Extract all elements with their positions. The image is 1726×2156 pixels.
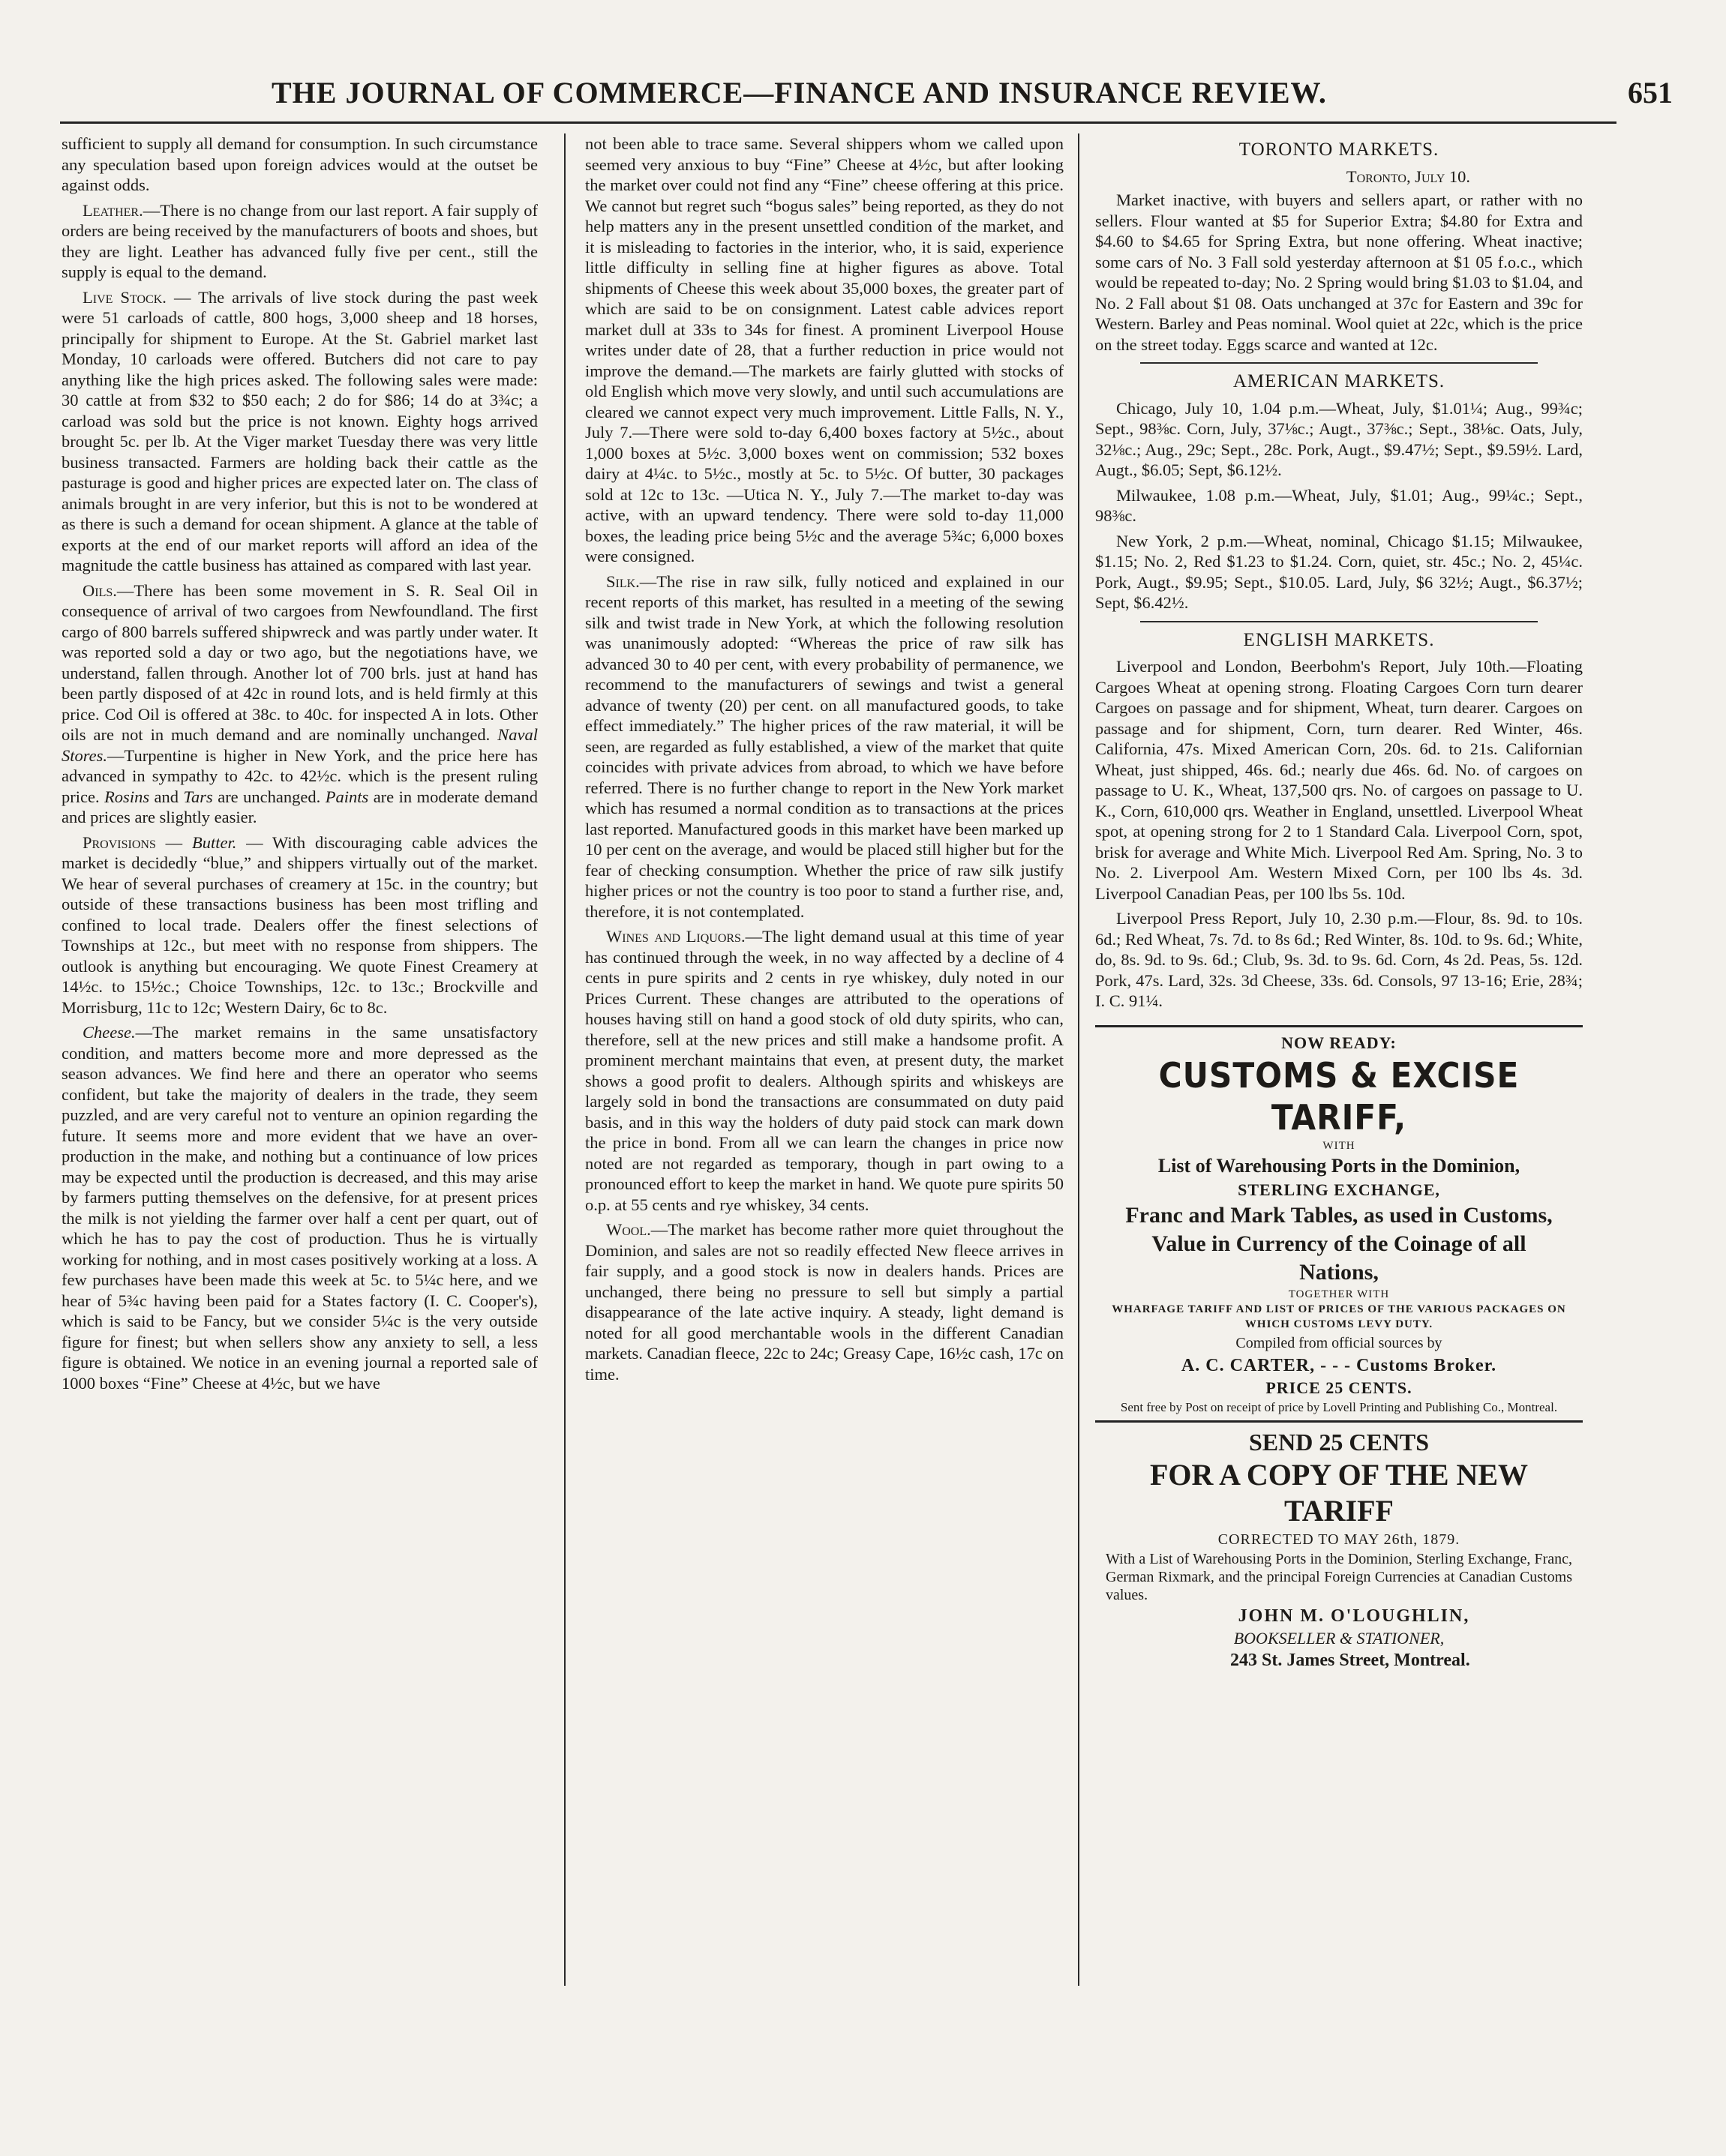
paints-text: are in moderate demand and prices are slightly easier. xyxy=(62,787,538,826)
journal-title: THE JOURNAL OF COMMERCE—FINANCE AND INSURANCE REVIEW. xyxy=(272,76,1327,109)
ad2-with-list: With a List of Warehousing Ports in the Dominion, Sterling Exchange, Franc, German Rixmark, and the principal Foreign Currencies at Canadian Customs values. xyxy=(1106,1550,1572,1603)
oils-text: —There has been some movement in S. R. Seal Oil in consequence of arrival of two cargoes from Newfoundland. The first cargo of 800 barrels suffered shipwreck and was partly under water. It was reported sold a day or two ago, but the negotiations have, we understand, fallen through. Another lot of 700 brls. just at hand has been partly disposed of at 42c in round lots, and is held firmly at this price. Cod Oil is offered at 38c. to 40c. for inspected A in lots. Other oils are not in much demand and are nominally unchanged. xyxy=(62,580,538,744)
cheese-heading: Cheese. xyxy=(83,1023,136,1042)
english-markets-heading: ENGLISH MARKETS. xyxy=(1243,629,1435,650)
section-rule xyxy=(1140,621,1538,622)
ad-compiled: Compiled from official sources by xyxy=(1235,1334,1442,1351)
ad-together-with: TOGETHER WITH xyxy=(1288,1288,1390,1300)
wines-paragraph xyxy=(585,926,1064,1215)
ad2-copy-line: FOR A COPY OF THE NEW TARIFF xyxy=(1149,1457,1529,1528)
butter-heading: Butter. xyxy=(191,832,237,852)
silk-paragraph xyxy=(585,571,1064,922)
customs-tariff-advertisement xyxy=(1095,1025,1583,1423)
tars-heading: Tars xyxy=(183,787,213,806)
ad2-send-line: SEND 25 CENTS xyxy=(1248,1428,1430,1456)
cheese-continued-paragraph: not been able to trace same. Several shippers whom we called upon seemed very anxious to buy “Fine” Cheese at 4½c, but after looking the market over could not find any “Fine” cheese offering at this price. We cannot but regret such “bogus sales” being reported, as they do not help matters any in the present unsettled condition of the market, and it is misleading to factories in the interior, who, it is said, experience little difficulty in selling fine at higher figures as above. Total shipments of Cheese this week about 35,000 boxes, the greater part of which are said to be on consignment. Latest cable advices report market dull at 33s to 34s for finest. A prominent Liverpool House writes under date of 28, that a further reduction in price would not improve the demand.—The markets are fairly glutted with stocks of old English which move very slowly, and until such accumulations are cleared we cannot expect very much improvement. Little Falls, N. Y., July 7.—There were sold to-day 6,400 boxes factory at 5½c., about 1,000 boxes at 5½c. 3,000 boxes went on commission; 532 boxes dairy at 4¼c. to 5½c., mostly at 5c. to 5½c. Of butter, 30 packages sold at 12c to 13c. —Utica N. Y., July 7.—The market to-day was active, with an upward tendency. There were sold to-day 11,000 boxes, the leading price being 5½c and the average 5¾c; 6,000 boxes were consigned. xyxy=(585,134,1064,565)
oils-heading: Oils. xyxy=(83,580,117,600)
continued-paragraph: sufficient to supply all demand for consumption. In such circumstance any speculation based upon foreign advices would at the outset be against odds. xyxy=(62,134,538,194)
wines-text: —The light demand usual at this time of year has continued through the week, in no way affected by a decline of 4 cents in pure spirits and 2 cents in rye whiskey, duly noted in our Prices Current. These changes are attributed to the operations of houses having still on hand a good stock of old duty spirits, who can, therefore, sell at the new prices and still make a handsome profit. A prominent merchant maintains that even, at present duty, the market shows a good profit to dealers. Although spirits and whiskeys are largely sold in bond the transactions are consummated on duty paid basis, and in this way the holders of duty paid stock can mark down the price in bond. From all we can learn the changes in price now noted are not regarded as temporary, though in part owing to a pronounced effort to keep the market in hand. We quote pure spirits 50 o.p. at 55 cents and rye whiskey, 34 cents. xyxy=(585,927,1064,1214)
live-stock-heading: Live Stock. xyxy=(83,287,167,307)
american-markets-heading: AMERICAN MARKETS. xyxy=(1232,371,1445,391)
toronto-markets-text: Market inactive, with buyers and sellers apart, or rather with no sellers. Flour wanted at $5 for Superior Extra; $4.80 for Extra and $4.60 to $4.65 for Spring Extra, but none offering. Wheat inactive; some cars of No. 3 Fall sold yesterday afternoon at $1 05 f.o.c., which would be repeated to-day; No. 2 Spring would bring $1.03 to $1.04, and No. 2 Fall about $1 08. Oats unchanged at 37c for Eastern and 39c for Western. Barley and Peas nominal. Wool quiet at 22c, which is the price on the street today. Eggs scarce and wanted at 12c. xyxy=(1095,190,1583,354)
silk-heading: Silk. xyxy=(606,571,640,591)
live-stock-text: — The arrivals of live stock during the past week were 51 carloads of cattle, 800 hogs, 3,000 sheep and 18 horses, principally for shipment to Europe. At the St. Gabriel market last Monday, 10 carloads were offered. Butchers did not care to pay anything like the high prices asked. The following sales were made: 30 cattle at from $32 to $50 each; 2 do for $86; 14 do at 3¾c; a carload was sold but the price is not known. Eighty hogs arrived brought 5c. per lb. At the Viger market Tuesday there was very little business transacted. Farmers are holding back their cattle as the pasturage is good and higher prices are expected later on. The class of animals brought in are very inferior, but this is not to be wondered at as there is such a demand for ocean shipment. A glance at the table of exports at the end of our market reports will afford an idea of the magnitude the cattle business has attained as compared with last year. xyxy=(62,287,538,574)
cheese-text: —The market remains in the same unsatisfactory condition, and matters become more and more depressed as the season advances. We find here and there an operator who seems confident, but take the majority of dealers in the trade, they seem puzzled, and are very careful not to venture an opinion regarding the future. It seems more and more evident that we have an over-production in the make, and nothing but a continuance of low prices may be expected until the production is decreased, and this may arise by farmers putting themselves on the defensive, for at present prices the milk is not yielding the farmer over half a cent per quart, out of which he has to pay the cost of production. Thus he is virtually working for nothing, and in most cases positively working at a loss. A few purchases have been made this week at 5c. to 5¼c here, and we hear of 5¾c having been paid for a States factory (I. C. Cooper's), which is said to be Fancy, but we consider 5¼c is the very outside figure for finest; but when sellers show any anxiety to sell, a less figure is obtained. We notice in an evening journal a reported sale of 1000 boxes “Fine” Cheese at 4½c, but we have xyxy=(62,1023,538,1393)
leather-text: —There is no change from our last report. A fair supply of orders are being received by the manufacturers of boots and shoes, but they are light. Leather has advanced fully five per cent., still the supply is equal to the demand. xyxy=(62,200,538,281)
section-rule xyxy=(1140,362,1538,364)
wines-heading: Wines and Liquors. xyxy=(606,927,746,946)
ad2-address: 243 St. James Street, Montreal. xyxy=(1230,1650,1470,1670)
butter-text: — With discouraging cable advices the market is decidedly “blue,” and shippers virtually out of the market. We hear of several purchases of creamery at 15c. in the country; but outside of these transactions business has been most trifling and confined to local trade. Dealers offer the finest selections of Townships at 12c., but meet with no response from shippers. The outlook is anything but encouraging. We quote Finest Creamery at 14½c. to 15½c.; Choice Townships, 12c. to 13c.; Brockville and Morrisburg, 11c to 12c; Western Dairy, 6c to 8c. xyxy=(62,832,538,1017)
provisions-heading: Provisions xyxy=(83,832,156,852)
ad-sterling-exchange: STERLING EXCHANGE, xyxy=(1238,1180,1440,1199)
ad2-occupation: BOOKSELLER & STATIONER, xyxy=(1233,1628,1445,1648)
now-ready-label: NOW READY: xyxy=(1281,1033,1397,1052)
silk-text: —The rise in raw silk, fully noticed and explained in our recent reports of this market, has resulted in a meeting of the sewing silk and twist trade in New York, at which the following resolution was unanimously adopted: “Whereas the price of raw silk has advanced 30 to 40 per cent, with every probability of permanence, we recommend to the manufacturers of sewings and twist a general advance of twenty (20) per cent. on all manufactured goods, to take effect immediately.” The higher prices of the raw material, it will be seen, are regarded as fully established, a view of the market that quite coincides with private advices from abroad, to which we have before referred. There is no further change to report in the New York market which has resumed a normal condition as to transactions at the prices last reported. Manufactured goods in this market have been marked up 10 per cent on the average, and would be placed still higher but for the fear of checking consumption. Whether the price of raw silk justify higher prices or not the country is too poor to stand a further rise, and, therefore, it is not contemplated. xyxy=(585,571,1064,921)
ad2-corrected-line: CORRECTED TO MAY 26th, 1879. xyxy=(1217,1531,1460,1548)
page-header xyxy=(60,73,1688,118)
naval-stores-heading: Naval Stores. xyxy=(62,725,538,765)
column-divider-1 xyxy=(564,133,566,1986)
beerbohm-report: Liverpool and London, Beerbohm's Report, July 10th.—Floating Cargoes Wheat at opening strong. Floating Cargoes Corn turn dearer Cargoes on passage and for shipment, Wheat, turn dearer. Cargoes on passage and for shipment, Corn, turn dearer. Red Winter, 46s. California, 47s. Mixed American Corn, 20s. 6d. to 21s. Californian Wheat, just shipped, 46s. 6d.; nearly due 46s. 6d. No. of cargoes on passage to U. K., Wheat, 137,500 qrs. No. of cargoes on passage to U. K., Corn, 610,000 qrs. Weather in England, unsettled. Liverpool Wheat spot, at opening strong for 2 to 1 Standard Cala. Liverpool Corn, spot, brisk for average and White Mich. Liverpool Red Am. Spring, No. 3 to No. 2. Liverpool Am. Western Mixed Corn, per 100 lbs 4s. 3d. Liverpool Canadian Peas, per 100 lbs 5s. 10d. xyxy=(1095,657,1583,903)
wool-text: —The market has become rather more quiet throughout the Dominion, and sales are not so readily effected New fleece arrives in fair supply, and a good stock is now in dealers hands. Prices are unchanged, there being no pressure to sell but simply a partial disappearance of the late active inquiry. A steady, light demand is noted for all good merchantable wools in the different Canadian markets. Canadian fleece, 22c to 24c; Greasy Cape, 16½c cash, 17c on time. xyxy=(585,1220,1064,1384)
provisions-paragraph: Provisions — Butter. — With discouraging cable advices the market is decidedly “blue,” and shippers virtually out of the market. We hear of several purchases of creamery at 15c. in the country; but outside of these transactions business has been most trifling and confined to local trade. Dealers offer the finest selections of Townships at 12c., but meet with no response from shippers. The outlook is anything but encouraging. We quote Finest Creamery at 14½c. to 15½c.; Choice Townships, 12c. to 13c.; Brockville and Morrisburg, 11c to 12c; Western Dairy, 6c to 8c. xyxy=(62,832,538,1017)
ad-title: CUSTOMS & EXCISE TARIFF, xyxy=(1158,1054,1520,1138)
rosins-text: and xyxy=(149,787,179,806)
column-2 xyxy=(585,133,1064,2008)
ad2-name: JOHN M. O'LOUGHLIN, xyxy=(1238,1606,1470,1626)
wool-heading: Wool. xyxy=(606,1220,651,1239)
toronto-markets-heading: TORONTO MARKETS. xyxy=(1238,139,1439,160)
chicago-report: Chicago, July 10, 1.04 p.m.—Wheat, July, $1.01¼; Aug., 99¾c; Sept., 98⅜c. Corn, July, 37⅛c.; Augt., 37⅜c.; Sept., 38⅛c. Oats, July, 32⅛c.; Aug., 29c; Sept., 28c. Pork, Augt., $9.47½; Sept., $9.59½. Lard, Augt., $6.05; Sept, $6.12½. xyxy=(1095,398,1583,479)
naval-stores-text: —Turpentine is higher in New York, and the price here has advanced in sympathy to 42c. to 42½c. which is the present ruling price. xyxy=(62,745,538,806)
oils-paragraph xyxy=(62,580,538,828)
tars-text: are unchanged. xyxy=(212,787,321,806)
toronto-dateline: Toronto, July 10. xyxy=(1346,166,1470,186)
leather-paragraph xyxy=(62,200,538,283)
ad-warehousing-line: List of Warehousing Ports in the Dominion, xyxy=(1157,1154,1520,1177)
ad-price: PRICE 25 CENTS. xyxy=(1265,1378,1412,1397)
ad-wharfage-line: WHARFAGE TARIFF AND LIST OF PRICES OF THE VARIOUS PACKAGES ON WHICH CUSTOMS LEVY DUTY. xyxy=(1112,1303,1566,1330)
column-1 xyxy=(62,133,538,2008)
leather-heading: Leather. xyxy=(83,200,143,220)
live-stock-paragraph xyxy=(62,287,538,576)
ad-with: WITH xyxy=(1322,1139,1355,1152)
rosins-heading: Rosins xyxy=(104,787,150,806)
liverpool-press-report: Liverpool Press Report, July 10, 2.30 p.m.—Flour, 8s. 9d. to 10s. 6d.; Red Wheat, 7s. 7d. to 8s 6d.; Red Winter, 8s. 10d. to 9s. 6d.; White, do, 8s. 9d. to 9s. 6d.; Club, 9s. 3d. to 9s. 6d. Corn, 4s 2d. Peas, 5s. 12d. Pork, 47s. Lard, 32s. 3d Cheese, 33s. 6d. Consols, 97 13-16; Erie, 28¾; I. C. 91¼. xyxy=(1095,909,1583,1010)
ad-sent-free: Sent free by Post on receipt of price by Lovell Printing and Publishing Co., Montreal. xyxy=(1120,1399,1558,1414)
column-divider-2 xyxy=(1078,133,1079,1986)
new-tariff-advertisement xyxy=(1095,1423,1583,1672)
wool-paragraph xyxy=(585,1219,1064,1384)
new-york-report: New York, 2 p.m.—Wheat, nominal, Chicago $1.15; Milwaukee, $1.15; No. 2, Red $1.23 to $1.24. Corn, quiet, str. 45c.; No. 2, 45¼c. Pork, Augt., $9.95; Sept., $10.05. Lard, July, $6 32½; Augt., $6.37½; Sept, $6.42½. xyxy=(1095,531,1583,612)
cheese-paragraph xyxy=(62,1022,538,1393)
header-rule xyxy=(60,121,1616,124)
ad-franc-mark-line: Franc and Mark Tables, as used in Customs, Value in Currency of the Coinage of all Nations, xyxy=(1125,1202,1553,1285)
column-3 xyxy=(1095,133,1583,2008)
paints-heading: Paints xyxy=(325,787,369,806)
milwaukee-report: Milwaukee, 1.08 p.m.—Wheat, July, $1.01; Aug., 99¼c.; Sept., 98⅜c. xyxy=(1095,485,1583,525)
ad-carter: A. C. CARTER, - - - Customs Broker. xyxy=(1181,1355,1497,1375)
page-number: 651 xyxy=(1628,76,1673,109)
